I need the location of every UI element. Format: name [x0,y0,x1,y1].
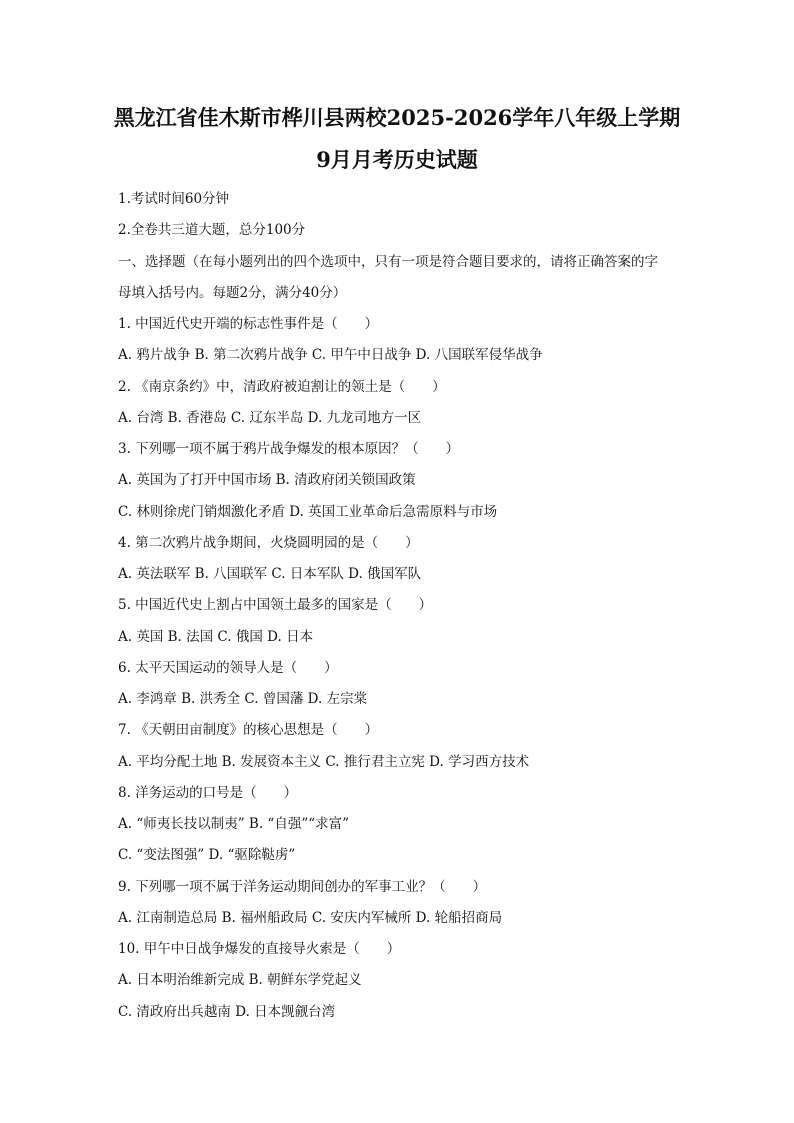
text-line: 一、选择题（在每小题列出的四个选项中，只有一项是符合题目要求的，请将正确答案的字 [118,253,658,270]
text-line: A. 日本明治维新完成 B. 朝鲜东学党起义 [118,972,362,989]
text-line: 4. 第二次鸦片战争期间，火烧圆明园的是（ ） [118,534,419,551]
text-line: 5. 中国近代史上割占中国领土最多的国家是（ ） [118,597,433,614]
text-line: A. 台湾 B. 香港岛 C. 辽东半岛 D. 九龙司地方一区 [118,409,422,426]
text-line: C. “变法图强” D. “驱除鞑虏” [118,847,296,864]
text-line: 9. 下列哪一项不属于洋务运动期间创办的军事工业？（ ） [118,878,487,895]
text-line: 2.全卷共三道大题，总分100分 [118,222,306,239]
text-line: A. “师夷长技以制夷” B. “自强”“求富” [118,816,350,832]
text-line: A. 英国 B. 法国 C. 俄国 D. 日本 [118,628,314,645]
exam-body [118,184,698,1028]
text-line: 母填入括号内。每题2分，满分40分） [118,284,347,301]
text-line: 8. 洋务运动的口号是（ ） [118,784,298,801]
text-line: A. 平均分配土地 B. 发展资本主义 C. 推行君主立宪 D. 学习西方技术 [118,753,530,770]
text-line: A. 李鸿章 B. 洪秀全 C. 曾国藩 D. 左宗棠 [118,691,368,707]
text-line: 10. 甲午中日战争爆发的直接导火索是（ ） [118,941,401,957]
text-line: 3. 下列哪一项不属于鸦片战争爆发的根本原因？（ ） [118,441,460,457]
text-line: C. 清政府出兵越南 D. 日本觊觎台湾 [118,1003,336,1020]
text-line: 1. 中国近代史开端的标志性事件是（ ） [118,316,379,332]
text-line: A. 江南制造总局 B. 福州船政局 C. 安庆内军械所 D. 轮船招商局 [118,909,503,926]
text-line: 6. 太平天国运动的领导人是（ ） [118,659,338,676]
exam-title-line2: 9月月考历史试题 [316,147,478,172]
exam-title-line1: 黑龙江省佳木斯市桦川县两校2025-2026学年八年级上学期 [113,105,681,130]
text-line: 2. 《南京条约》中，清政府被迫割让的领土是（ ） [118,378,446,395]
text-line: C. 林则徐虎门销烟激化矛盾 D. 英国工业革命后急需原料与市场 [118,503,498,520]
text-line: 7. 《天朝田亩制度》的核心思想是（ ） [118,722,379,739]
text-line: A. 英国为了打开中国市场 B. 清政府闭关锁国政策 [118,472,416,489]
text-line: A. 鸦片战争 B. 第二次鸦片战争 C. 甲午中日战争 D. 八国联军侵华战争 [118,347,543,364]
text-line: 1.考试时间60分钟 [118,191,230,207]
text-line: A. 英法联军 B. 八国联军 C. 日本军队 D. 俄国军队 [118,566,422,582]
